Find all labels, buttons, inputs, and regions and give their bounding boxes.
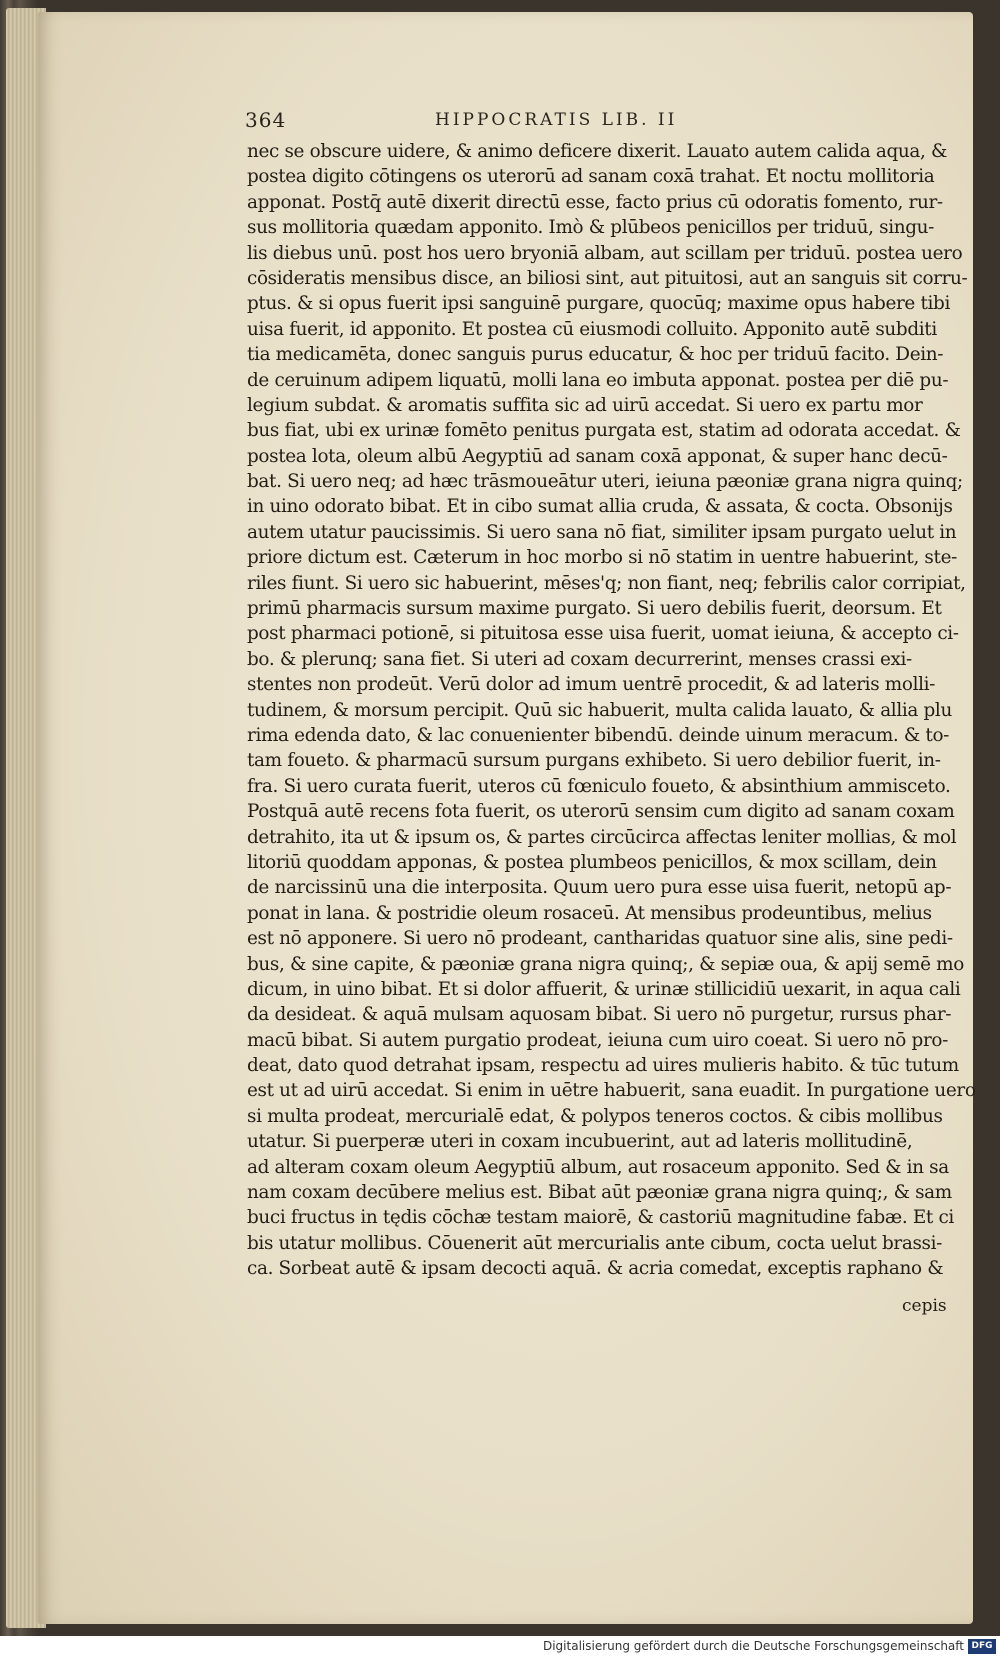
- text-line: bus, & sine capite, & pæoniæ grana nigra quinq;, & sepiæ oua, & apij semē mo: [247, 953, 964, 975]
- text-line: in uino odorato bibat. Et in cibo sumat allia cruda, & assata, & cocta. Obsonijs: [247, 496, 953, 518]
- text-line: deat, dato quod detrahat ipsam, respectu ad uires mulieris habito. & tūc tutum: [247, 1055, 959, 1077]
- text-line: Postquā autē recens fota fuerit, os uterorū sensim cum digito ad sanam coxam: [247, 801, 955, 823]
- text-line: macū bibat. Si autem purgatio prodeat, ieiuna cum uiro coeat. Si uero nō pro-: [247, 1029, 948, 1051]
- text-line: sus mollitoria quædam apponito. Imò & plūbeos penicillos per triduū, singu-: [247, 217, 935, 239]
- text-line: bis utatur mollibus. Cōuenerit aūt mercurialis ante cibum, cocta uelut brassi-: [247, 1232, 943, 1254]
- text-line: primū pharmacis sursum maxime purgato. Si uero debilis fuerit, deorsum. Et: [247, 598, 942, 620]
- text-line: post pharmaci potionē, si pituitosa esse uisa fuerit, uomat ieiuna, & accepto ci-: [247, 623, 959, 645]
- text-line: apponat. Postq̄ autē dixerit directū esse, facto prius cū odoratis fomento, rur-: [247, 191, 943, 213]
- text-line: de ceruinum adipem liquatū, molli lana eo imbuta apponat. postea per diē pu-: [247, 369, 949, 391]
- text-line: est ut ad uirū accedat. Si enim in uētre habuerit, sana euadit. In purgatione uero: [247, 1080, 976, 1102]
- text-line: stentes non prodeūt. Verū dolor ad imum uentrē procedit, & ad lateris molli-: [247, 674, 936, 696]
- text-line: ca. Sorbeat autē & ipsam decocti aquā. & acria comedat, exceptis raphano &: [247, 1258, 944, 1280]
- folio-number: 364: [245, 108, 287, 132]
- body-text: [247, 139, 976, 1282]
- text-line: dicum, in uino bibat. Et si dolor affuerit, & urinæ stillicidiū uexarit, in aqua cali: [247, 978, 961, 1000]
- text-line: tudinem, & morsum percipit. Quū sic habuerit, multa calida lauato, & allia plu: [247, 699, 952, 721]
- text-line: bus fiat, ubi ex urinæ fomēto penitus purgata est, statim ad odorata accedat. &: [247, 420, 961, 442]
- text-line: postea lota, oleum albū Aegyptiū ad sanam coxā apponat, & super hanc decū-: [247, 445, 948, 467]
- text-line: cōsideratis mensibus disce, an biliosi sint, aut pituitosi, aut an sanguis sit corru-: [247, 267, 968, 289]
- text-line: lis diebus unū. post hos uero bryoniā albam, aut scillam per triduū. postea uero: [247, 242, 963, 264]
- text-line: est nō apponere. Si uero nō prodeant, cantharidas quatuor sine alis, sine pedi-: [247, 928, 953, 950]
- text-line: fra. Si uero curata fuerit, uteros cū fœniculo foueto, & absinthium ammisceto.: [247, 775, 951, 797]
- text-line: de narcissinū una die interposita. Quum uero pura esse uisa fuerit, netopū ap-: [247, 877, 952, 899]
- text-line: ad alteram coxam oleum Aegyptiū album, aut rosaceum apponito. Sed & in sa: [247, 1156, 949, 1178]
- text-line: postea digito cōtingens os uterorū ad sanam coxā trahat. Et noctu mollitoria: [247, 166, 935, 188]
- text-line: rima edenda dato, & lac conuenienter bibendū. deinde uinum meracum. & to-: [247, 724, 950, 746]
- catchword: cepis: [902, 1296, 947, 1316]
- footer-bar: [0, 1636, 1000, 1658]
- text-line: bo. & plerunq; sana fiet. Si uteri ad coxam decurrerint, menses crassi exi-: [247, 648, 912, 670]
- text-line: ponat in lana. & postridie oleum rosaceū. At mensibus prodeuntibus, melius: [247, 902, 932, 924]
- dfg-logo-icon: DFG: [968, 1639, 996, 1654]
- text-line: autem utatur paucissimis. Si uero sana nō fiat, similiter ipsam purgato uelut in: [247, 521, 957, 543]
- text-line: riles fiunt. Si uero sic habuerint, mēses'q; non fiant, neq; febrilis calor corripiat,: [247, 572, 966, 594]
- page-header: [245, 108, 745, 132]
- text-line: nec se obscure uidere, & animo deficere dixerit. Lauato autem calida aqua, &: [247, 141, 947, 162]
- text-line: buci fructus in tędis cōchæ testam maiorē, & castoriū magnitudine fabæ. Et ci: [247, 1207, 954, 1229]
- running-title: HIPPOCRATIS LIB. II: [435, 110, 678, 130]
- text-line: nam coxam decūbere melius est. Bibat aūt pæoniæ grana nigra quinq;, & sam: [247, 1182, 952, 1204]
- text-line: priore dictum est. Cæterum in hoc morbo si nō statim in uentre habuerint, ste-: [247, 547, 957, 569]
- text-line: si multa prodeat, mercurialē edat, & polypos teneros coctos. & cibis mollibus: [247, 1105, 943, 1127]
- text-line: bat. Si uero neq; ad hæc trāsmoueātur uteri, ieiuna pæoniæ grana nigra quinq;: [247, 471, 963, 493]
- text-line: da desideat. & aquā mulsam aquosam bibat. Si uero nō purgetur, rursus phar-: [247, 1004, 952, 1026]
- text-line: uisa fuerit, id apponito. Et postea cū eiusmodi colluito. Apponito autē subditi: [247, 318, 937, 340]
- text-line: tia medicamēta, donec sanguis purus educatur, & hoc per triduū facito. Dein-: [247, 344, 944, 366]
- text-line: ptus. & si opus fuerit ipsi sanguinē purgare, quocūq; maxime opus habere tibi: [247, 293, 950, 315]
- text-line: tam foueto. & pharmacū sursum purgans exhibeto. Si uero debilior fuerit, in-: [247, 750, 941, 772]
- text-line: litoriū quoddam apponas, & postea plumbeos penicillos, & mox scillam, dein: [247, 851, 937, 873]
- text-line: legium subdat. & aromatis suffita sic ad uirū accedat. Si uero ex partu mor: [247, 394, 923, 416]
- text-line: utatur. Si puerperæ uteri in coxam incubuerint, aut ad lateris mollitudinē,: [247, 1131, 913, 1153]
- funding-credit: Digitalisierung gefördert durch die Deutsche Forschungsgemeinschaft: [542, 1639, 964, 1653]
- text-line: detrahito, ita ut & ipsum os, & partes circūcirca affectas leniter mollias, & mol: [247, 826, 957, 848]
